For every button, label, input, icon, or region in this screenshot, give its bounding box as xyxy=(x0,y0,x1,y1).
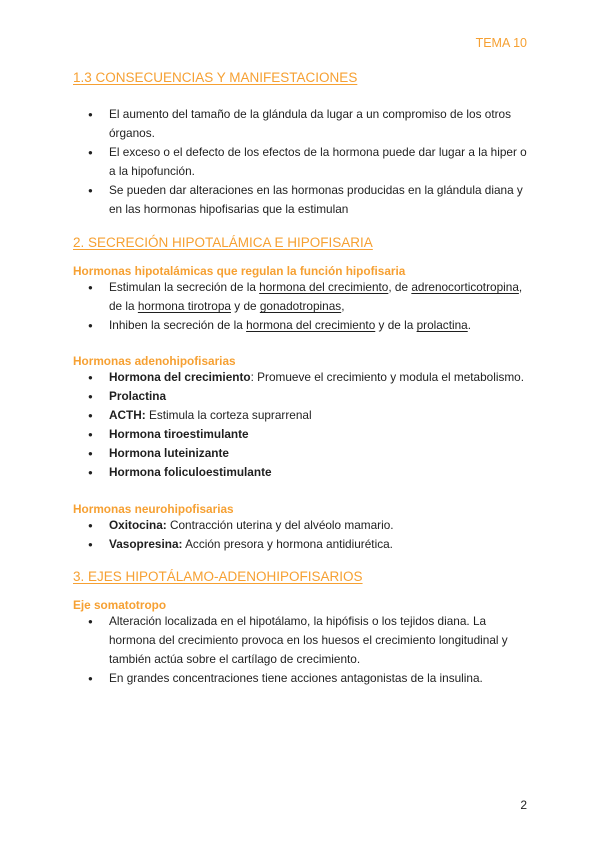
subsection-title-hipotalamicas: Hormonas hipotalámicas que regulan la función hipofisaria xyxy=(73,264,406,278)
somatotropo-list xyxy=(73,612,528,688)
list-item: ● Hormona luteinizante xyxy=(73,444,528,463)
list-item: ● Hormona tiroestimulante xyxy=(73,425,528,444)
list-item: ● Inhiben la secreción de la hormona del crecimiento y de la prolactina. xyxy=(73,316,528,335)
list-item: ● ACTH: Estimula la corteza suprarrenal xyxy=(73,406,528,425)
list-item: ● Alteración localizada en el hipotálamo, la hipófisis o los tejidos diana. La hormona del crecimiento provoca en los huesos el crecimiento longitudinal y también actúa sobre el cartílago de crecimiento. xyxy=(73,612,528,669)
subsection-title-neurohipofisarias: Hormonas neurohipofisarias xyxy=(73,502,234,516)
page-content xyxy=(73,70,528,688)
hipotalamicas-list xyxy=(73,278,528,335)
section-title-secrecion: 2. SECRECIÓN HIPOTALÁMICA E HIPOFISARIA xyxy=(73,235,373,250)
link-gonadotropinas[interactable]: gonadotropinas xyxy=(259,299,342,313)
list-item: ● El exceso o el defecto de los efectos de la hormona puede dar lugar a la hiper o a la hipofunción. xyxy=(73,143,528,181)
subsection-title-adenohipofisarias: Hormonas adenohipofisarias xyxy=(73,354,236,368)
list-item: ● Prolactina xyxy=(73,387,528,406)
section-title-ejes: 3. EJES HIPOTÁLAMO-ADENOHIPOFISARIOS xyxy=(73,569,363,584)
link-hormona-crecimiento[interactable]: hormona del crecimiento xyxy=(259,280,389,294)
neurohipofisarias-list xyxy=(73,516,528,554)
link-prolactina[interactable]: prolactina xyxy=(416,318,468,332)
list-item: ● Hormona del crecimiento: Promueve el crecimiento y modula el metabolismo. xyxy=(73,368,528,387)
section-title-consecuencias: 1.3 CONSECUENCIAS Y MANIFESTACIONES xyxy=(73,70,358,85)
consecuencias-list xyxy=(73,105,528,219)
link-adrenocorticotropina[interactable]: adrenocorticotropina xyxy=(411,280,519,294)
list-item: ● Vasopresina: Acción presora y hormona antidiurética. xyxy=(73,535,528,554)
chapter-label: TEMA 10 xyxy=(475,36,527,50)
list-item: ● Se pueden dar alteraciones en las hormonas producidas en la glándula diana y en las hormonas hipofisarias que la estimulan xyxy=(73,181,528,219)
list-item: ● Estimulan la secreción de la hormona del crecimiento, de adrenocorticotropina, de la hormona tirotropa y de gonadotropinas, xyxy=(73,278,528,316)
subsection-title-somatotropo: Eje somatotropo xyxy=(73,598,167,612)
list-item: ● Oxitocina: Contracción uterina y del alvéolo mamario. xyxy=(73,516,528,535)
link-hormona-tirotropa[interactable]: hormona tirotropa xyxy=(137,299,231,313)
adenohipofisarias-list xyxy=(73,368,528,482)
link-hormona-crecimiento[interactable]: hormona del crecimiento xyxy=(246,318,376,332)
list-item: ● Hormona foliculoestimulante xyxy=(73,463,528,482)
list-item: ● El aumento del tamaño de la glándula da lugar a un compromiso de los otros órganos. xyxy=(73,105,528,143)
page-number: 2 xyxy=(520,798,527,812)
list-item: ● En grandes concentraciones tiene acciones antagonistas de la insulina. xyxy=(73,669,528,688)
